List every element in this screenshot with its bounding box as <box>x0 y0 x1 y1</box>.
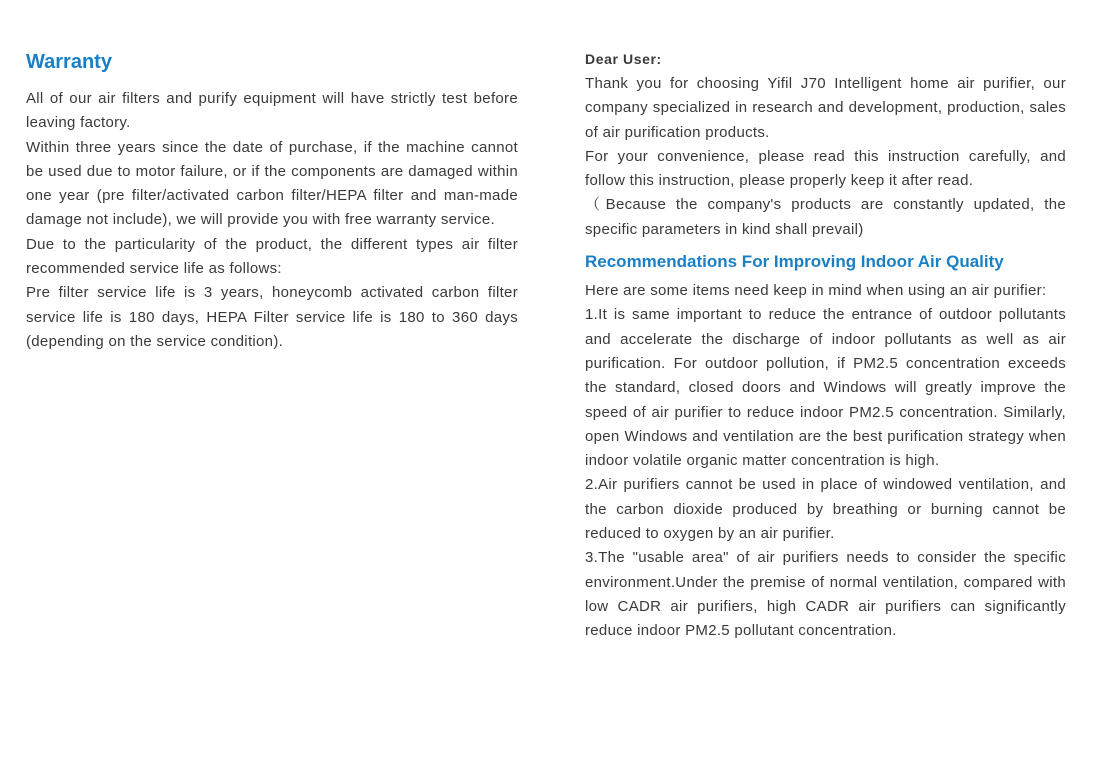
recommendations-title: Recommendations For Improving Indoor Air Quality <box>585 252 1004 272</box>
warranty-paragraph: Within three years since the date of purchase, if the machine cannot be used due to motor failure, or if the components are damaged within one year (pre filter/activated carbon filter/HEPA filter and man-made damage not include), we will provide you with free warranty service. <box>26 138 518 229</box>
letter-section <box>585 50 1066 242</box>
warranty-section <box>26 0 518 354</box>
warranty-paragraph: Due to the particularity of the product, the different types air filter recommended service life as follows: <box>26 235 518 278</box>
letter-salutation: Dear User: <box>585 51 662 67</box>
recommendations-paragraph: 3.The "usable area" of air purifiers needs to consider the specific environment.Under the premise of normal ventilation, compared with low CADR air purifiers, high CADR air purifiers can significantly reduce indoor PM2.5 pollutant concentration. <box>585 549 1066 640</box>
letter-paragraph: （Because the company's products are constantly updated, the specific parameters in kind shall prevail) <box>585 196 1066 238</box>
recommendations-paragraph: Here are some items need keep in mind when using an air purifier: <box>585 282 1047 300</box>
warranty-paragraph: All of our air filters and purify equipment will have strictly test before leaving factory. <box>26 90 518 132</box>
section-spacer <box>585 242 1066 251</box>
warranty-paragraph: Pre filter service life is 3 years, honeycomb activated carbon filter service life is 180 days, HEPA Filter service life is 180 to 360 days (depending on the service condition). <box>26 284 518 350</box>
recommendations-section <box>585 251 1066 643</box>
letter-paragraph: For your convenience, please read this instruction carefully, and follow this instruction, please properly keep it after read. <box>585 147 1066 190</box>
warranty-title: Warranty <box>26 51 112 73</box>
recommendations-paragraph: 2.Air purifiers cannot be used in place of windowed ventilation, and the carbon dioxide produced by breathing or burning cannot be reduced to oxygen by an air purifier. <box>585 476 1066 543</box>
letter-paragraph: Thank you for choosing Yifil J70 Intelligent home air purifier, our company specialized in research and development, production, sales of air purification products. <box>585 75 1066 141</box>
right-column <box>585 0 1066 644</box>
recommendations-paragraph: 1.It is same important to reduce the entrance of outdoor pollutants and accelerate the discharge of indoor pollutants as well as air purification. For outdoor pollution, if PM2.5 concentration exceeds the standard, closed doors and Windows will greatly improve the speed of air purifier to reduce indoor PM2.5 concentration. Similarly, open Windows and ventilation are the best purification strategy when indoor volatile organic matter concentration is high. <box>585 306 1066 470</box>
